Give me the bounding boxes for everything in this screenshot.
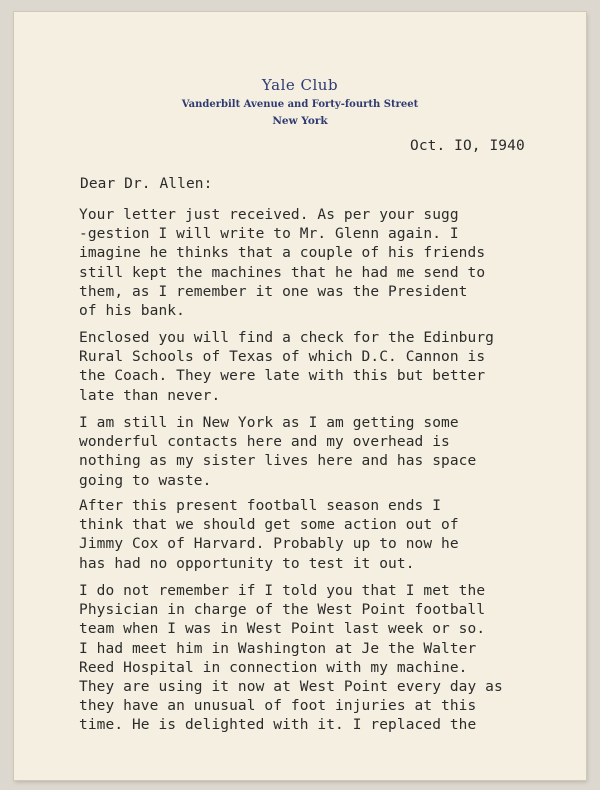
text-line: of his bank. [79, 302, 185, 319]
paragraph-new-york [79, 414, 476, 491]
paragraph-west-point [79, 582, 503, 736]
text-line: wonderful contacts here and my overhead is [79, 434, 450, 451]
letterhead-address: Vanderbilt Avenue and Forty-fourth Street [181, 99, 419, 110]
text-line: Reed Hospital in connection with my machine. [79, 659, 468, 676]
text-line: Your letter just received. As per your sugg [79, 207, 459, 223]
text-line: nothing as my sister lives here and has space [79, 453, 477, 470]
text-line: team when I was in West Point last week or so. [79, 621, 486, 638]
text-line: After this present football season ends I [79, 498, 442, 514]
text-line: time. He is delighted with it. I replaced the [79, 717, 477, 734]
paragraph-football-season [79, 497, 459, 574]
text-line: Physician in charge of the West Point football [79, 602, 486, 619]
text-line: late than never. [79, 387, 221, 404]
paragraph-letter-received [79, 206, 485, 321]
text-line: I had meet him in Washington at Je the Walter [79, 640, 477, 657]
text-line: they have an unusual of foot injuries at this [79, 698, 477, 715]
text-line: think that we should get some action out of [79, 517, 459, 534]
text-line: -gestion I will write to Mr. Glenn again. I [79, 226, 459, 243]
letterhead-name: Yale Club [261, 76, 339, 94]
letterhead-city: New York [272, 115, 328, 127]
text-line: imagine he thinks that a couple of his friends [79, 245, 486, 262]
text-line: Rural Schools of Texas of which D.C. Cannon is [79, 349, 486, 366]
text-line: has had no opportunity to test it out. [79, 555, 415, 572]
paragraph-enclosed-check [79, 329, 494, 406]
text-line: still kept the machines that he had me send to [79, 264, 486, 281]
salutation: Dear Dr. Allen: [80, 176, 213, 192]
text-line: I am still in New York as I am getting some [79, 415, 459, 431]
text-line: I do not remember if I told you that I met the [79, 583, 486, 599]
text-line: Enclosed you will find a check for the Edinburg [79, 330, 494, 346]
letter-date: Oct. IO, I940 [410, 138, 525, 154]
text-line: them, as I remember it one was the President [79, 283, 468, 300]
text-line: the Coach. They were late with this but better [79, 368, 486, 385]
text-line: They are using it now at West Point every day as [79, 678, 503, 695]
text-line: Jimmy Cox of Harvard. Probably up to now he [79, 536, 459, 553]
text-line: going to waste. [79, 472, 212, 489]
